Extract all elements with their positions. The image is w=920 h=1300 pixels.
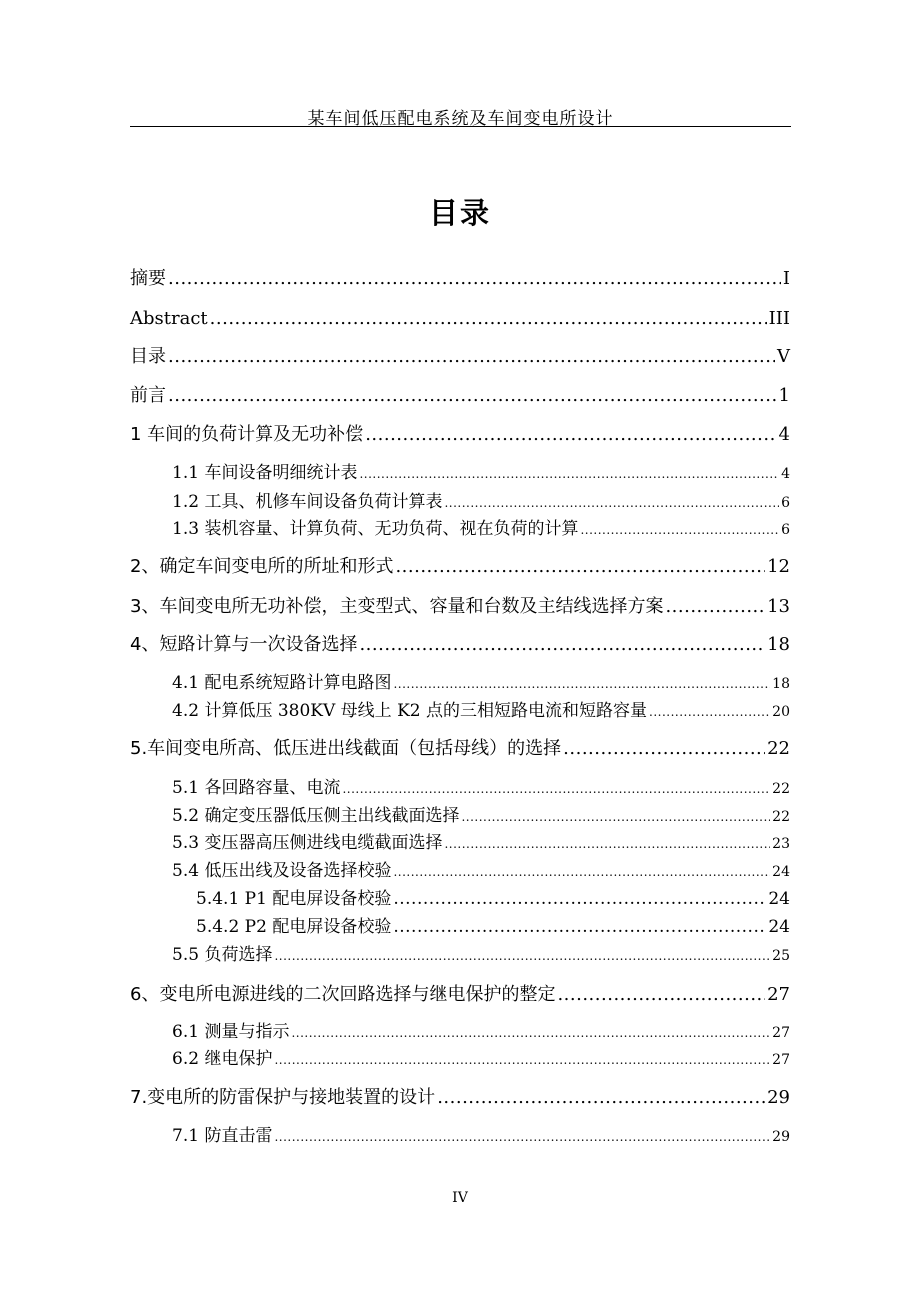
toc-entry-contents[interactable] xyxy=(130,344,790,370)
toc-entry-chapter-4[interactable] xyxy=(130,632,790,658)
toc-entry-abstract-en[interactable] xyxy=(130,306,790,332)
toc-page: 24 xyxy=(768,889,790,909)
toc-page: 12 xyxy=(767,556,790,577)
toc-leader xyxy=(168,266,781,292)
toc-leader xyxy=(274,1124,770,1150)
toc-page: 29 xyxy=(767,1087,790,1108)
toc-label: 1.3 装机容量、计算负荷、无功负荷、视在负荷的计算 xyxy=(172,519,579,539)
toc-entry-5-3[interactable] xyxy=(172,830,790,856)
toc-label: 3、车间变电所无功补偿，主变型式、容量和台数及主结线选择方案 xyxy=(130,596,664,617)
toc-leader xyxy=(274,943,770,969)
toc-leader xyxy=(359,461,779,487)
toc-leader xyxy=(393,886,766,912)
toc-page: 6 xyxy=(781,522,790,538)
toc-page: 20 xyxy=(772,704,790,720)
toc-page: 24 xyxy=(772,864,790,880)
toc-leader xyxy=(210,306,767,332)
toc-entry-chapter-2[interactable] xyxy=(130,554,790,580)
toc-label: 2、确定车间变电所的所址和形式 xyxy=(130,556,394,577)
toc-leader xyxy=(444,490,779,516)
toc-page: 24 xyxy=(768,917,790,937)
toc-label: 1.2 工具、机修车间设备负荷计算表 xyxy=(172,492,443,512)
toc-entry-6-1[interactable] xyxy=(172,1019,790,1045)
page-number: IV xyxy=(452,1190,468,1206)
toc-page: 4 xyxy=(781,466,790,482)
toc-entry-1-1[interactable] xyxy=(172,460,790,486)
toc-page: I xyxy=(782,268,790,289)
header-rule xyxy=(130,126,791,127)
toc-page: 13 xyxy=(767,596,790,617)
toc-leader xyxy=(557,982,765,1008)
toc-leader xyxy=(563,736,765,762)
toc-label: 7.1 防直击雷 xyxy=(172,1126,273,1146)
toc-page: 6 xyxy=(781,495,790,511)
toc-page: 22 xyxy=(772,781,790,797)
toc-entry-chapter-6[interactable] xyxy=(130,982,790,1008)
toc-leader xyxy=(274,1047,770,1073)
toc-page: 22 xyxy=(772,809,790,825)
toc-page: 27 xyxy=(772,1025,790,1041)
toc-page: 18 xyxy=(767,634,790,655)
toc-entry-abstract-cn[interactable] xyxy=(130,266,790,292)
toc-label: 7.变电所的防雷保护与接地装置的设计 xyxy=(130,1087,436,1108)
toc-leader xyxy=(395,554,765,580)
toc-entry-5-4[interactable] xyxy=(172,858,790,884)
toc-page: V xyxy=(777,346,790,367)
toc-label: 6、变电所电源进线的二次回路选择与继电保护的整定 xyxy=(130,984,556,1005)
toc-label: Abstract xyxy=(130,308,208,329)
toc-page: 27 xyxy=(767,984,790,1005)
toc-label: 4、短路计算与一次设备选择 xyxy=(130,634,358,655)
toc-page: 25 xyxy=(772,948,790,964)
toc-label: 6.2 继电保护 xyxy=(172,1049,273,1069)
toc-label: 4.2 计算低压 380KV 母线上 K2 点的三相短路电流和短路容量 xyxy=(172,701,647,721)
toc-page: 18 xyxy=(772,676,790,692)
toc-leader xyxy=(393,859,770,885)
toc-leader xyxy=(649,699,770,725)
toc-page: 4 xyxy=(778,424,790,445)
toc-leader xyxy=(437,1085,765,1111)
toc-page: 23 xyxy=(772,836,790,852)
toc-entry-5-1[interactable] xyxy=(172,775,790,801)
toc-label: 摘要 xyxy=(130,268,166,289)
toc-entry-preface[interactable] xyxy=(130,383,790,409)
toc-page: III xyxy=(768,308,790,329)
toc-leader xyxy=(168,383,777,409)
toc-leader xyxy=(393,914,766,940)
toc-label: 5.车间变电所高、低压进出线截面（包括母线）的选择 xyxy=(130,738,562,759)
toc-entry-1-3[interactable] xyxy=(172,516,790,542)
toc-leader xyxy=(444,831,770,857)
toc-label: 5.1 各回路容量、电流 xyxy=(172,778,341,798)
toc-label: 4.1 配电系统短路计算电路图 xyxy=(172,673,392,693)
toc-entry-5-2[interactable] xyxy=(172,803,790,829)
toc-label: 5.4.2 P2 配电屏设备校验 xyxy=(196,917,392,937)
toc-leader xyxy=(168,344,775,370)
toc-label: 目录 xyxy=(130,346,166,367)
toc-leader xyxy=(359,632,765,658)
toc-page: 1 xyxy=(778,385,790,406)
toc-page: 22 xyxy=(767,738,790,759)
toc-entry-5-5[interactable] xyxy=(172,942,790,968)
toc-entry-chapter-7[interactable] xyxy=(130,1085,790,1111)
toc-leader xyxy=(393,671,770,697)
toc-entry-6-2[interactable] xyxy=(172,1046,790,1072)
toc-page: 29 xyxy=(772,1129,790,1145)
toc-label: 1 车间的负荷计算及无功补偿 xyxy=(130,424,364,445)
toc-entry-5-4-2[interactable] xyxy=(196,914,790,940)
toc-label: 5.5 负荷选择 xyxy=(172,945,273,965)
toc-leader xyxy=(461,804,770,830)
toc-entry-chapter-5[interactable] xyxy=(130,736,790,762)
toc-entry-4-1[interactable] xyxy=(172,670,790,696)
toc-entry-chapter-1[interactable] xyxy=(130,422,790,448)
toc-label: 前言 xyxy=(130,385,166,406)
toc-leader xyxy=(365,422,776,448)
toc-page: 27 xyxy=(772,1052,790,1068)
toc-leader xyxy=(291,1020,770,1046)
toc-entry-chapter-3[interactable] xyxy=(130,594,790,620)
toc-entry-1-2[interactable] xyxy=(172,489,790,515)
running-header: 某车间低压配电系统及车间变电所设计 xyxy=(307,109,614,129)
toc-leader xyxy=(665,594,765,620)
page-title: 目录 xyxy=(428,196,491,230)
toc-label: 5.4.1 P1 配电屏设备校验 xyxy=(196,889,392,909)
toc-label: 5.4 低压出线及设备选择校验 xyxy=(172,861,392,881)
toc-label: 5.3 变压器高压侧进线电缆截面选择 xyxy=(172,833,443,853)
toc-label: 5.2 确定变压器低压侧主出线截面选择 xyxy=(172,806,460,826)
toc-leader xyxy=(580,517,779,543)
toc-entry-7-1[interactable] xyxy=(172,1123,790,1149)
toc-label: 6.1 测量与指示 xyxy=(172,1022,290,1042)
toc-entry-4-2[interactable] xyxy=(172,698,790,724)
toc-entry-5-4-1[interactable] xyxy=(196,886,790,912)
toc-leader xyxy=(342,776,770,802)
toc-label: 1.1 车间设备明细统计表 xyxy=(172,463,358,483)
